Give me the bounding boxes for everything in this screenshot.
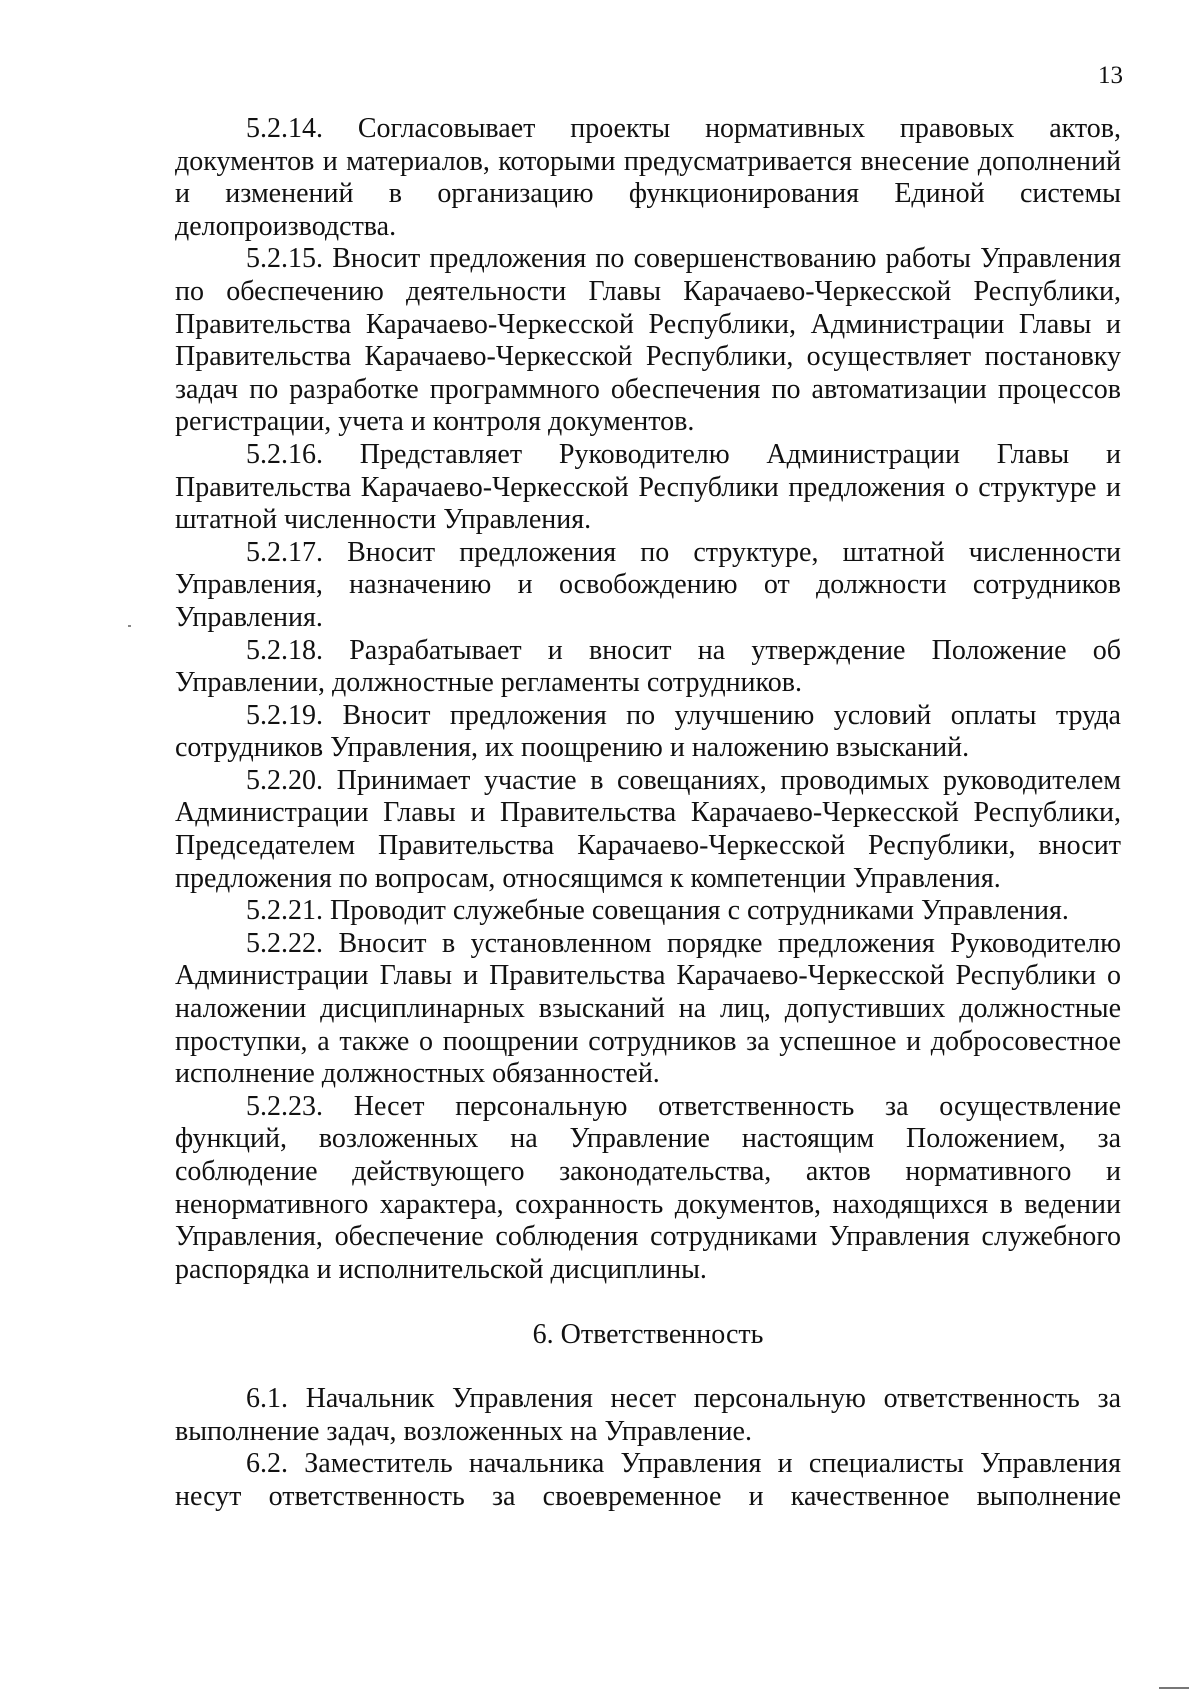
scan-artifact-corner — [1159, 1687, 1189, 1689]
scan-artifact — [128, 625, 131, 627]
clause-5-2-23: 5.2.23. Несет персональную ответственность за осуществление функций, возложенных на Управление настоящим Положением, за соблюдение действующего законодательства, актов нормативного и ненормативного характера, сохранность документов, находящихся в ведении Управления, обеспечение соблюдения сотрудниками Управления служебного распорядка и исполнительской дисциплины. — [175, 1090, 1121, 1285]
clause-6-1: 6.1. Начальник Управления несет персональную ответственность за выполнение задач, возложенных на Управление. — [175, 1382, 1121, 1447]
section-heading: 6. Ответственность — [532, 1319, 764, 1351]
clause-5-2-20: 5.2.20. Принимает участие в совещаниях, проводимых руководителем Администрации Главы и Правительства Карачаево-Черкесской Республики, Председателем Правительства Карачаево-Черкесской Республики, вносит предложения по вопросам, относящимся к компетенции Управления. — [175, 764, 1121, 894]
document-body — [175, 113, 1121, 1513]
clause-5-2-18: 5.2.18. Разрабатывает и вносит на утверждение Положение об Управлении, должностные регламенты сотрудников. — [175, 634, 1121, 699]
clause-5-2-22: 5.2.22. Вносит в установленном порядке предложения Руководителю Администрации Главы и Правительства Карачаево-Черкесской Республики о наложении дисциплинарных взысканий на лиц, допустивших должностные проступки, а также о поощрении сотрудников за успешное и добросовестное исполнение должностных обязанностей. — [175, 927, 1121, 1090]
clause-5-2-15: 5.2.15. Вносит предложения по совершенствованию работы Управления по обеспечению деятельности Главы Карачаево-Черкесской Республики, Правительства Карачаево-Черкесской Республики, Администрации Главы и Правительства Карачаево-Черкесской Республики, осуществляет постановку задач по разработке программного обеспечения по автоматизации процессов регистрации, учета и контроля документов. — [175, 243, 1121, 438]
clause-5-2-19: 5.2.19. Вносит предложения по улучшению условий оплаты труда сотрудников Управления, их поощрению и наложению взысканий. — [175, 699, 1121, 764]
clause-5-2-17: 5.2.17. Вносит предложения по структуре, штатной численности Управления, назначению и освобождению от должности сотрудников Управления. — [175, 536, 1121, 633]
clause-5-2-16: 5.2.16. Представляет Руководителю Администрации Главы и Правительства Карачаево-Черкесской Республики предложения о структуре и штатной численности Управления. — [175, 438, 1121, 536]
clause-5-2-21: 5.2.21. Проводит служебные совещания с сотрудниками Управления. — [246, 895, 1069, 927]
clause-6-2: 6.2. Заместитель начальника Управления и специалисты Управления несут ответственность за своевременное и качественное выполнение — [175, 1448, 1121, 1512]
clause-5-2-14: 5.2.14. Согласовывает проекты нормативных правовых актов, документов и материалов, которыми предусматривается внесение дополнений и изменений в организацию функционирования Единой системы делопроизводства. — [175, 113, 1121, 242]
page-number: 13 — [1098, 62, 1123, 89]
